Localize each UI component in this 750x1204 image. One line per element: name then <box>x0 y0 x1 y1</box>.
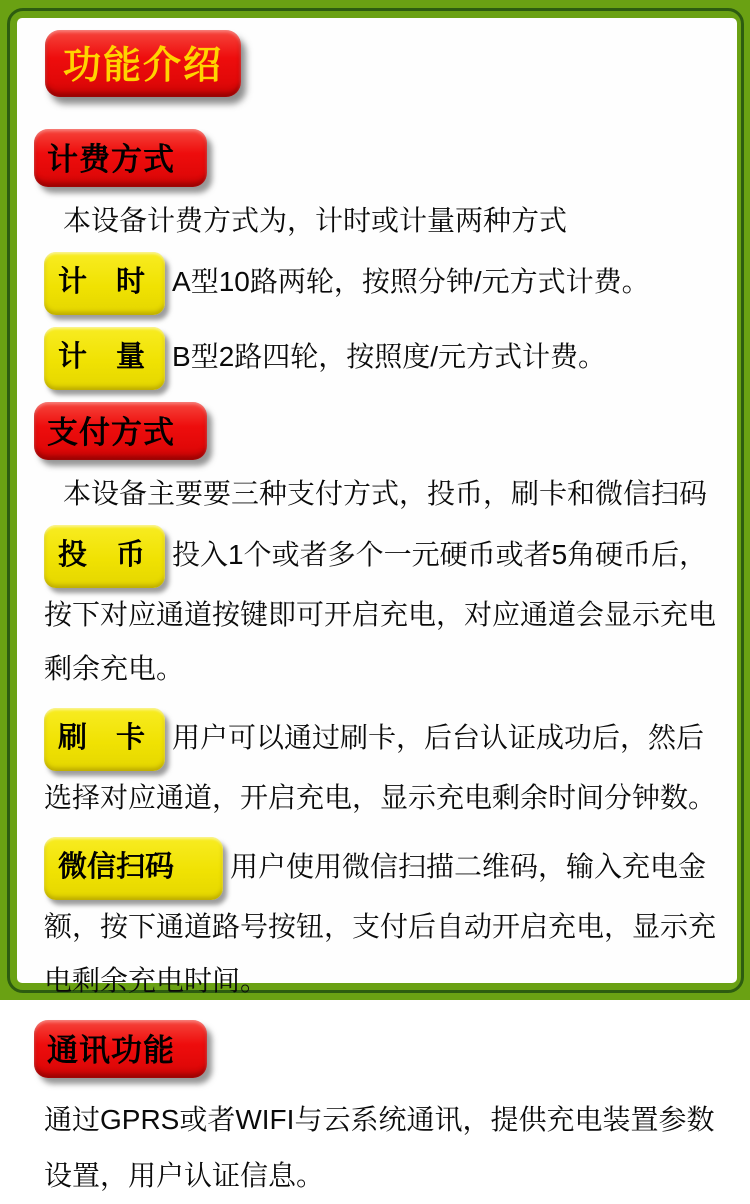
section-comms <box>34 1020 723 1204</box>
comms-text: 通过GPRS或者WIFI与云系统通讯，提供充电装置参数设置，用户认证信息。 <box>44 1104 715 1191</box>
page-title-badge: 功能介绍 <box>45 30 241 97</box>
section-badge-comms: 通讯功能 <box>34 1020 207 1078</box>
wechat-scan-text: 用户使用微信扫描二维码，输入充电金额，按下通道路号按钮，支付后自动开启充电，显示充电剩余充电时间。 <box>44 851 717 996</box>
payment-item-coin <box>44 525 721 696</box>
wechat-scan-badge: 微信扫码 <box>44 837 223 900</box>
section-payment <box>34 402 723 1008</box>
section-badge-billing: 计费方式 <box>34 129 207 187</box>
coin-text: 投入1个或者多个一元硬币或者5角硬币后，按下对应通道按键即可开启充电，对应通道会显示充电剩余充电。 <box>44 539 717 684</box>
section-badge-payment: 支付方式 <box>34 402 207 460</box>
metered-badge: 计 量 <box>44 327 165 390</box>
metered-text: B型2路四轮，按照度/元方式计费。 <box>172 341 607 372</box>
timed-text: A型10路两轮，按照分钟/元方式计费。 <box>172 266 650 297</box>
billing-item-metered <box>44 327 721 390</box>
content-panel <box>17 18 737 1191</box>
billing-item-timed <box>44 252 721 315</box>
section-billing <box>34 129 723 390</box>
coin-badge: 投 币 <box>44 525 165 588</box>
card-text: 用户可以通过刷卡，后台认证成功后，然后选择对应通道，开启充电，显示充电剩余时间分钟数。 <box>44 722 717 813</box>
timed-badge: 计 时 <box>44 252 165 315</box>
payment-intro: 本设备主要要三种支付方式，投币，刷卡和微信扫码 <box>63 478 708 509</box>
payment-item-wechat <box>44 837 721 1008</box>
billing-intro: 本设备计费方式为，计时或计量两种方式 <box>63 205 568 236</box>
payment-item-card <box>44 708 721 825</box>
card-badge: 刷 卡 <box>44 708 165 771</box>
